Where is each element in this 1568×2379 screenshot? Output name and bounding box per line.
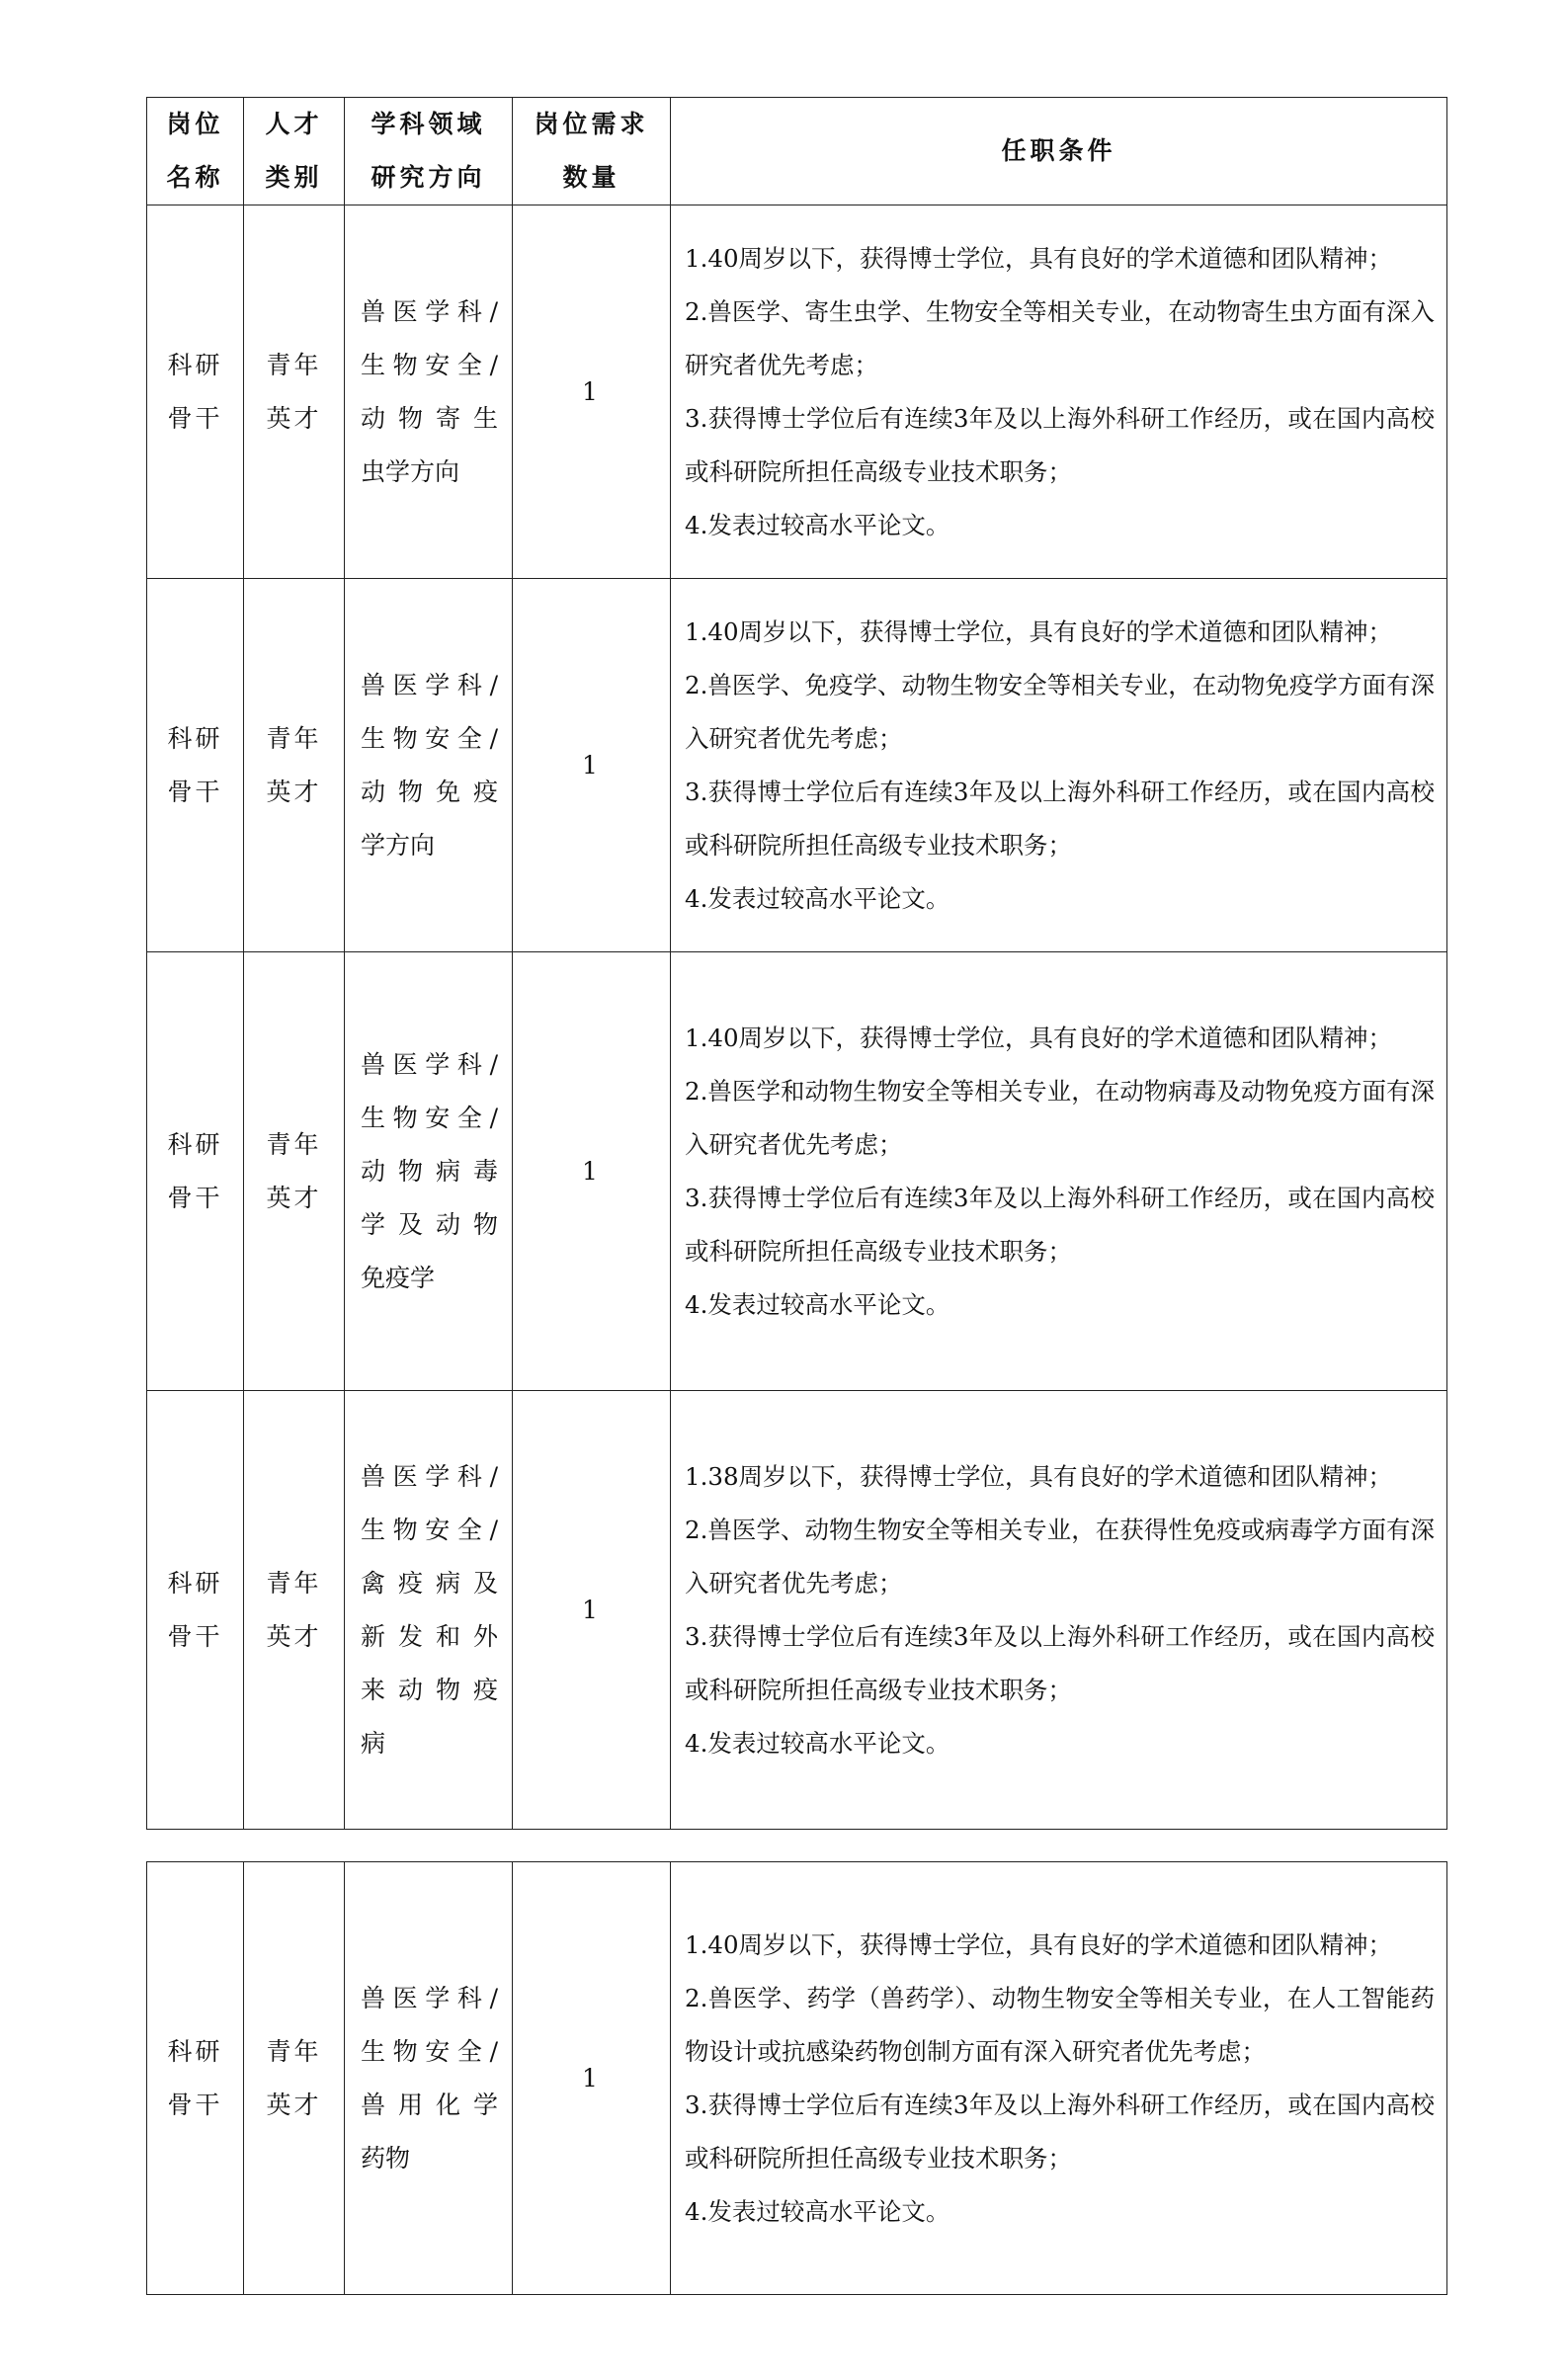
quantity-cell: 1: [513, 1862, 671, 2295]
requirements-cell: [671, 205, 1447, 579]
requirement-item: 4.发表过较高水平论文。: [685, 1289, 950, 1319]
field-cell: 兽医学科/ 生物安全/ 兽用化学 药物: [345, 1862, 513, 2295]
requirement-item: 2.兽医学、药学（兽药学）、动物生物安全等相关专业，在人工智能药物设计或抗感染药物创制方面有深入研究者优先考虑；: [685, 1983, 1435, 2066]
requirement-item: 3.获得博士学位后有连续3年及以上海外科研工作经历，或在国内高校或科研院所担任高级专业技术职务；: [685, 1621, 1435, 1704]
requirement-item: 1.40周岁以下，获得博士学位，具有良好的学术道德和团队精神；: [685, 243, 1393, 273]
post-name-cell: 科研 骨干: [147, 1391, 244, 1830]
table-row: [147, 952, 1447, 1391]
header-quantity: 岗位需求 数量: [513, 98, 671, 205]
requirement-item: 3.获得博士学位后有连续3年及以上海外科研工作经历，或在国内高校或科研院所担任高级专业技术职务；: [685, 1183, 1435, 1266]
header-field: 学科领域 研究方向: [345, 98, 513, 205]
table-row: [147, 1391, 1447, 1830]
field-cell: 兽医学科/ 生物安全/ 禽疫病及 新发和外 来动物疫 病: [345, 1391, 513, 1830]
requirement-item: 1.38周岁以下，获得博士学位，具有良好的学术道德和团队精神；: [685, 1461, 1393, 1491]
header-talent-type: 人才 类别: [244, 98, 345, 205]
post-name-cell: 科研 骨干: [147, 952, 244, 1391]
requirement-item: 1.40周岁以下，获得博士学位，具有良好的学术道德和团队精神；: [685, 1023, 1393, 1052]
requirements-cell: [671, 579, 1447, 952]
requirements-cell: [671, 1862, 1447, 2295]
quantity-cell: 1: [513, 579, 671, 952]
header-requirements: 任职条件: [671, 98, 1447, 205]
talent-type-cell: 青年 英才: [244, 1862, 345, 2295]
table-row: [147, 579, 1447, 952]
talent-type-cell: 青年 英才: [244, 579, 345, 952]
talent-type-cell: 青年 英才: [244, 205, 345, 579]
recruitment-table-page-2: [146, 1861, 1447, 2295]
requirement-item: 4.发表过较高水平论文。: [685, 2196, 950, 2226]
header-post-name: 岗位 名称: [147, 98, 244, 205]
requirement-item: 2.兽医学、寄生虫学、生物安全等相关专业，在动物寄生虫方面有深入研究者优先考虑；: [685, 296, 1435, 379]
quantity-cell: 1: [513, 205, 671, 579]
table-row: [147, 1862, 1447, 2295]
requirement-item: 4.发表过较高水平论文。: [685, 883, 950, 913]
quantity-cell: 1: [513, 1391, 671, 1830]
table-header-row: [147, 98, 1447, 205]
requirement-item: 1.40周岁以下，获得博士学位，具有良好的学术道德和团队精神；: [685, 1929, 1393, 1959]
post-name-cell: 科研 骨干: [147, 205, 244, 579]
requirement-item: 4.发表过较高水平论文。: [685, 510, 950, 539]
table-row: [147, 205, 1447, 579]
requirements-cell: [671, 1391, 1447, 1830]
requirement-item: 1.40周岁以下，获得博士学位，具有良好的学术道德和团队精神；: [685, 616, 1393, 646]
field-cell: 兽医学科/ 生物安全/ 动物寄生 虫学方向: [345, 205, 513, 579]
requirement-item: 3.获得博士学位后有连续3年及以上海外科研工作经历，或在国内高校或科研院所担任高级专业技术职务；: [685, 403, 1435, 486]
field-cell: 兽医学科/ 生物安全/ 动物免疫 学方向: [345, 579, 513, 952]
requirement-item: 2.兽医学、免疫学、动物生物安全等相关专业，在动物免疫学方面有深入研究者优先考虑；: [685, 670, 1435, 753]
requirement-item: 3.获得博士学位后有连续3年及以上海外科研工作经历，或在国内高校或科研院所担任高级专业技术职务；: [685, 777, 1435, 860]
recruitment-table-page-1: [146, 97, 1447, 1830]
post-name-cell: 科研 骨干: [147, 1862, 244, 2295]
talent-type-cell: 青年 英才: [244, 1391, 345, 1830]
requirement-item: 2.兽医学、动物生物安全等相关专业，在获得性免疫或病毒学方面有深入研究者优先考虑；: [685, 1515, 1435, 1598]
requirement-item: 4.发表过较高水平论文。: [685, 1728, 950, 1758]
post-name-cell: 科研 骨干: [147, 579, 244, 952]
requirement-item: 2.兽医学和动物生物安全等相关专业，在动物病毒及动物免疫方面有深入研究者优先考虑；: [685, 1076, 1435, 1159]
field-cell: 兽医学科/ 生物安全/ 动物病毒 学及动物 免疫学: [345, 952, 513, 1391]
requirements-cell: [671, 952, 1447, 1391]
talent-type-cell: 青年 英才: [244, 952, 345, 1391]
requirement-item: 3.获得博士学位后有连续3年及以上海外科研工作经历，或在国内高校或科研院所担任高级专业技术职务；: [685, 2090, 1435, 2173]
quantity-cell: 1: [513, 952, 671, 1391]
